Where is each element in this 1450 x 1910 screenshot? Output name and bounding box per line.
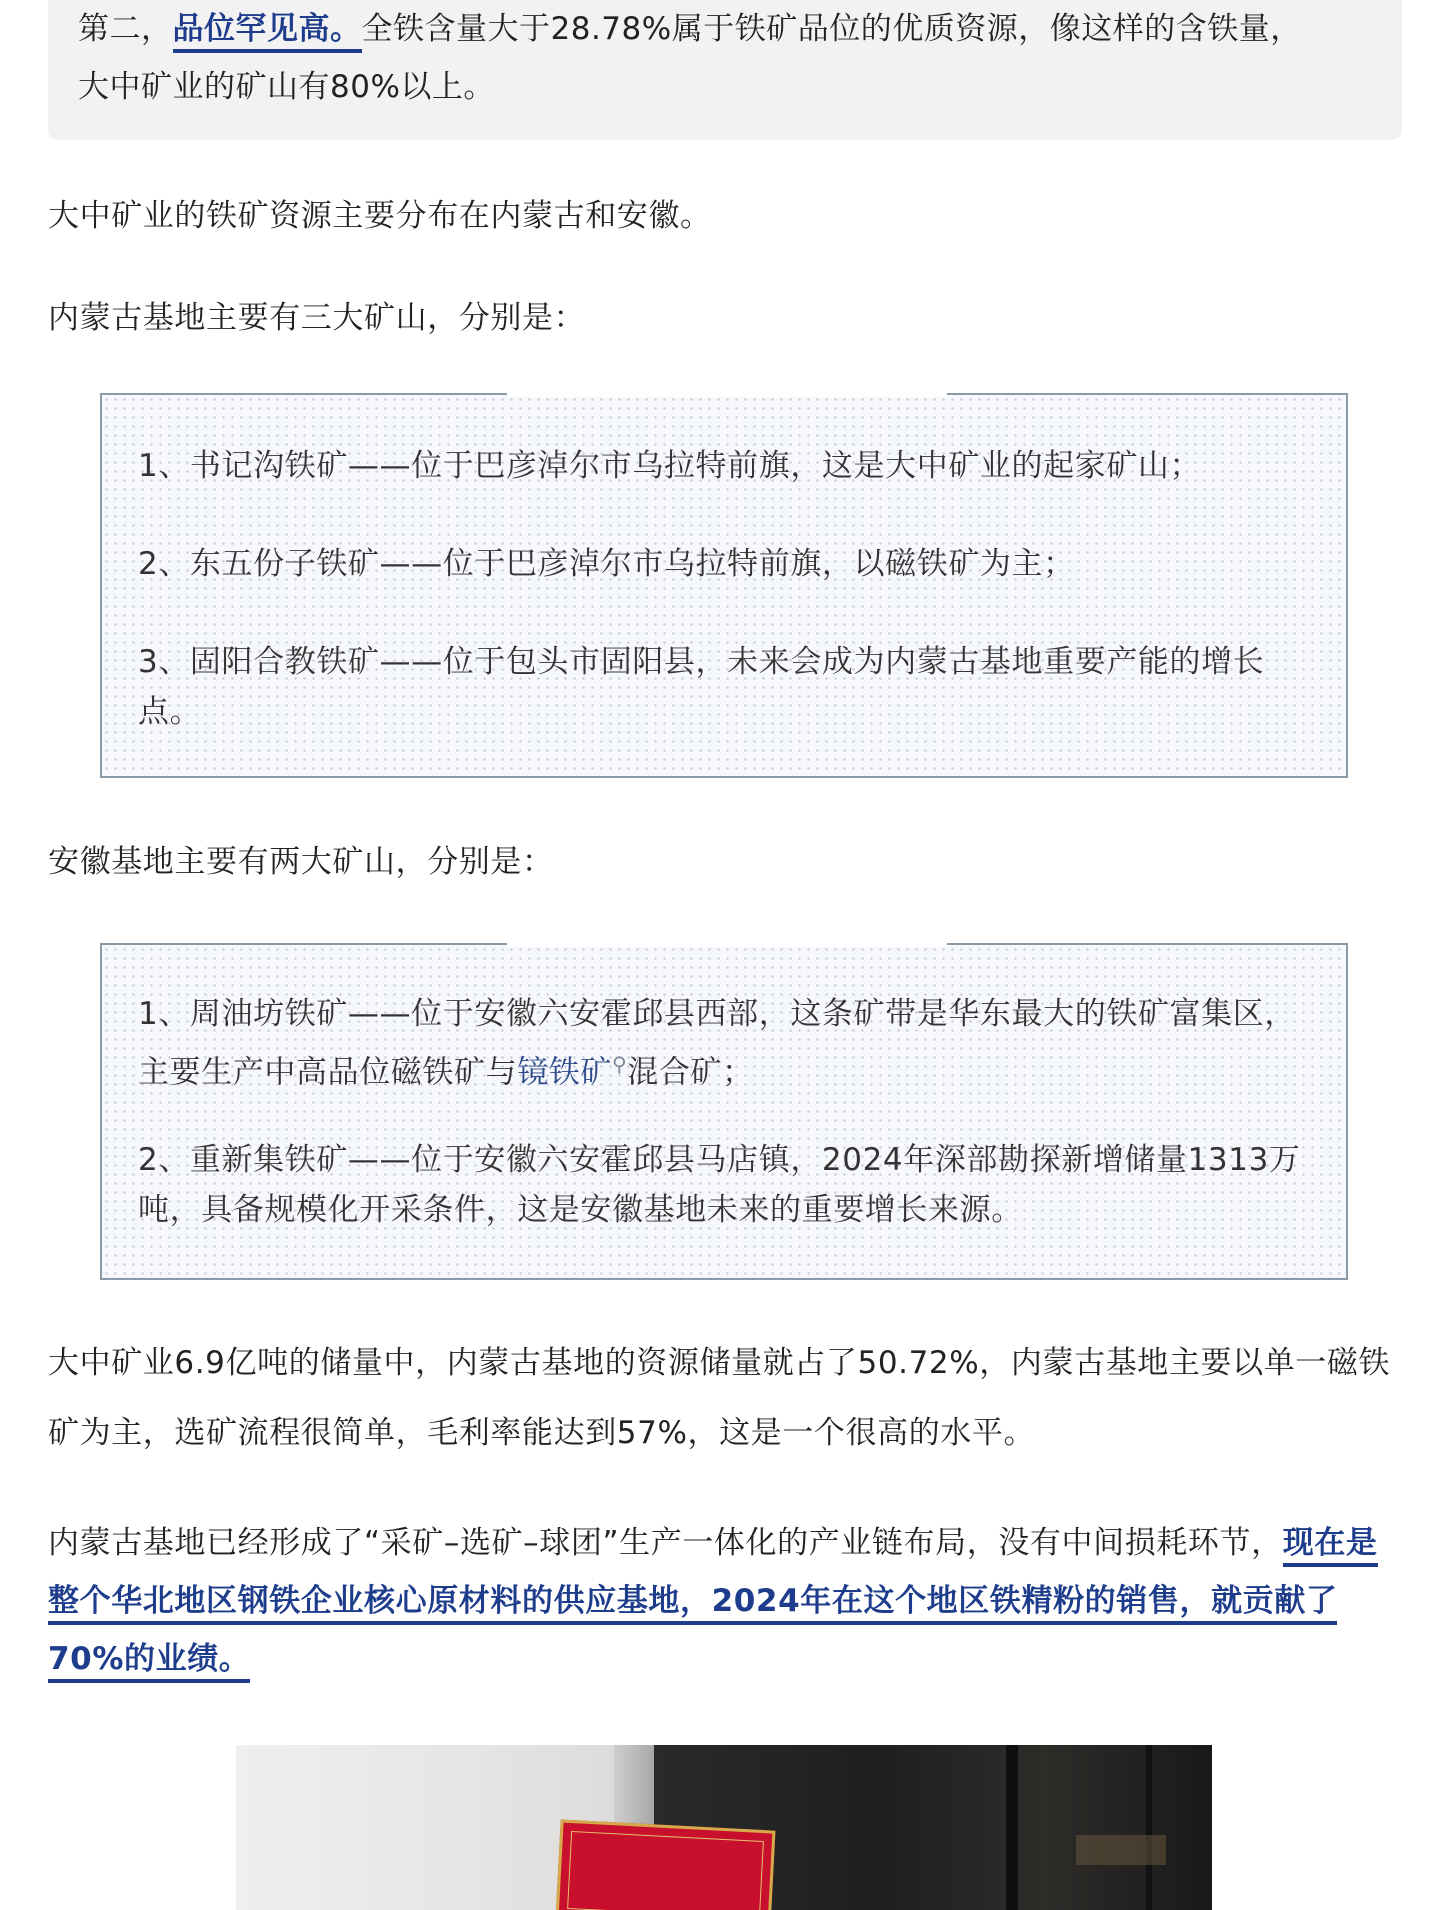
summary-text-line2: 大中矿业的矿山有80%以上。 [78, 69, 495, 105]
distribution-paragraph: 大中矿业的铁矿资源主要分布在内蒙古和安徽。 [48, 198, 712, 234]
photo-reflection [1076, 1835, 1166, 1865]
industry-chain-text: 内蒙古基地已经形成了“采矿–选矿–球团”生产一体化的产业链布局，没有中间损耗环节， [48, 1525, 1283, 1561]
industry-chain-paragraph [48, 1514, 1402, 1688]
summary-text-line1: 全铁含量大于28.78%属于铁矿品位的优质资源，像这样的含铁量， [361, 11, 1302, 47]
article-photo [236, 1745, 1212, 1910]
photo-red-sign-border [567, 1831, 764, 1910]
summary-box [48, 0, 1402, 140]
inner-mongolia-intro: 内蒙古基地主要有三大矿山，分别是： [48, 300, 586, 336]
list-item: 2、东五份子铁矿——位于巴彦淖尔市乌拉特前旗，以磁铁矿为主； [138, 546, 1075, 582]
box-top-gap [507, 392, 947, 397]
summary-prefix: 第二， [78, 11, 173, 47]
list-item: 1、书记沟铁矿——位于巴彦淖尔市乌拉特前旗，这是大中矿业的起家矿山； [138, 448, 1202, 484]
reserves-paragraph: 大中矿业6.9亿吨的储量中，内蒙古基地的资源储量就占了50.72%，内蒙古基地主要以单一磁铁矿为主，选矿流程很简单，毛利率能达到57%，这是一个很高的水平。 [48, 1345, 1391, 1451]
summary-highlight: 品位罕见高。 [173, 11, 362, 53]
photo-red-sign [556, 1819, 776, 1910]
anhui-mine-list [100, 943, 1348, 1280]
list-item: 2、重新集铁矿——位于安徽六安霍邱县马店镇，2024年深部勘探新增储量1313万吨，具备规模化开采条件，这是安徽基地未来的重要增长来源。 [138, 1142, 1301, 1228]
list-item: 3、固阳合教铁矿——位于包头市固阳县，未来会成为内蒙古基地重要产能的增长点。 [138, 644, 1265, 730]
search-icon[interactable]: ⚲ [612, 1052, 628, 1076]
summary-paragraph [78, 0, 1378, 116]
inner-mongolia-mine-list [100, 393, 1348, 778]
industry-chain-highlight: 现在是整个华北地区钢铁企业核心原材料的供应基地，2024年在这个地区铁精粉的销售，就贡献了70%的业绩。 [48, 1525, 1378, 1683]
mirror-iron-ore-link[interactable]: 镜铁矿 [517, 1054, 613, 1091]
anhui-intro: 安徽基地主要有两大矿山，分别是： [48, 844, 554, 880]
anhui-mine-1-text-end: 混合矿； [627, 1054, 754, 1091]
photo-door-frame [1006, 1745, 1018, 1910]
anhui-mine-1-text: 1、周油坊铁矿——位于安徽六安霍邱县西部，这条矿带是华东最大的铁矿富集区，主要生产中高品位磁铁矿与 [138, 996, 1296, 1091]
box-top-gap [507, 942, 947, 947]
photo-door-frame [1146, 1745, 1152, 1910]
list-item [138, 989, 1318, 1097]
